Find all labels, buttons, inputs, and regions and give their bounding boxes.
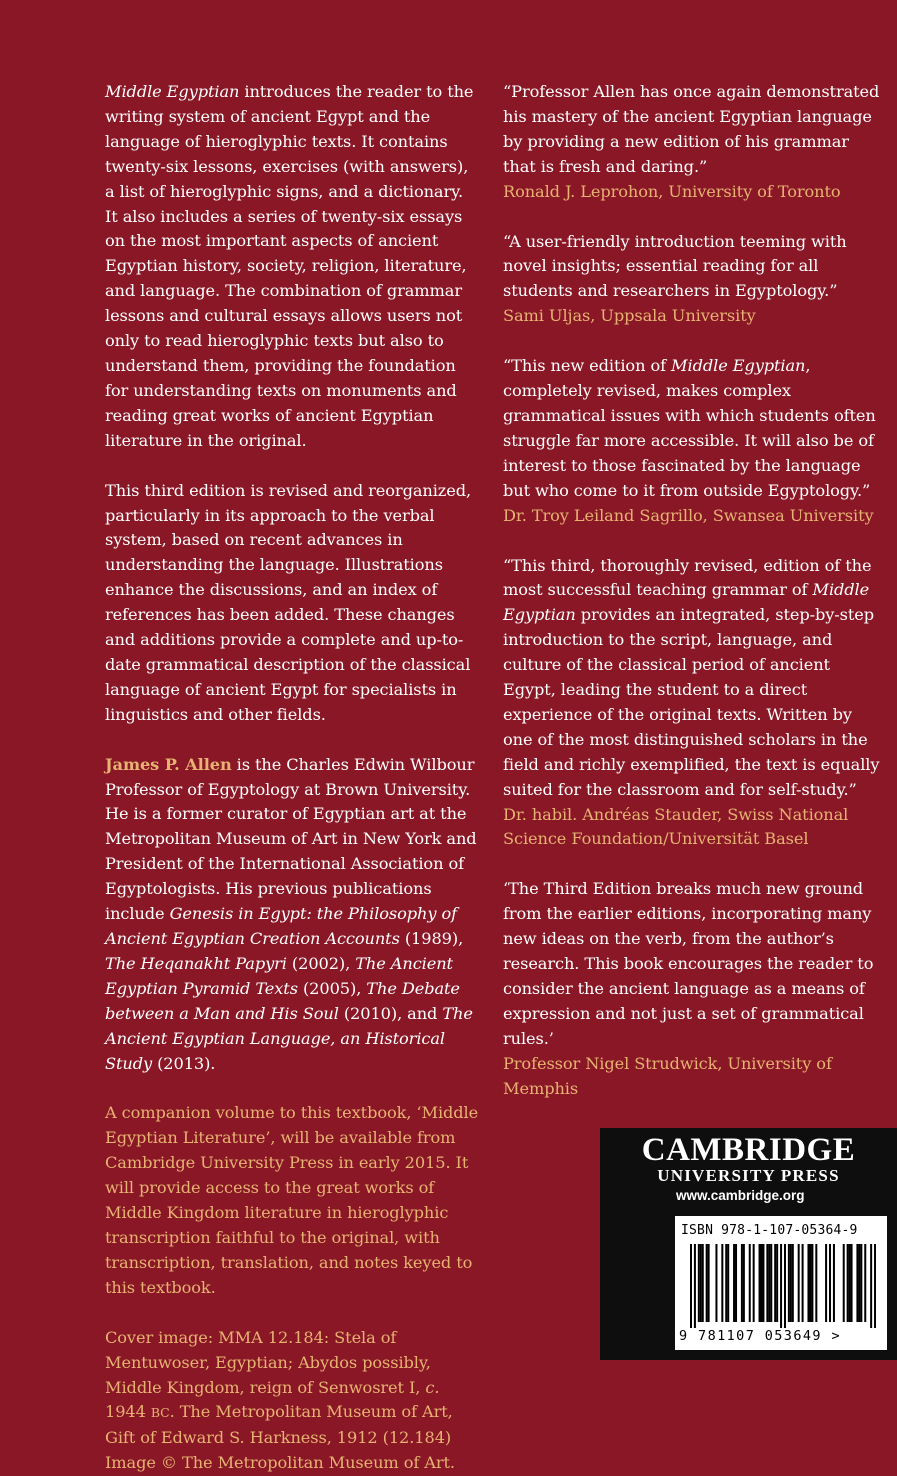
barcode-bar: [864, 1244, 866, 1322]
barcode-bar: [702, 1244, 704, 1322]
review-attribution-3: Dr. Troy Leiland Sagrillo, Swansea University: [503, 505, 874, 525]
barcode-bar: [715, 1244, 717, 1322]
cover-image-credit: Cover image: MMA 12.184: Stela of Mentuwoser, Egyptian; Abydos possibly, Middle Kingdom, reign of Senwosret I, c. 1944 BC. The Metropolitan Museum of Art, Gift of Edward S. Harkness, 1912 (12.184) Image © The Metropolitan Museum of Art.: [105, 1327, 455, 1473]
barcode-bar: [706, 1244, 708, 1322]
barcode-bar: [770, 1244, 772, 1322]
isbn-text: ISBN 978-1-107-05364-9: [681, 1223, 858, 1238]
barcode-bar: [774, 1244, 776, 1322]
review-quote-1: “Professor Allen has once again demonstrated his mastery of the ancient Egyptian language by providing a new edition of his grammar that is fresh and daring.”: [503, 82, 880, 176]
barcode-bar: [733, 1244, 735, 1322]
author-bio: James P. Allen is the Charles Edwin Wilbour Professor of Egyptology at Brown University. He is a former curator of Egyptian art at the Metropolitan Museum of Art in New York and President of the International Association of Egyptologists. His previous publications include Genesis in Egypt: the Philosophy of Ancient Egyptian Creation Accounts (1989), The Heqanakht Papyri (2002), The Ancient Egyptian Pyramid Texts (2005), The Debate between a Man and His Soul (2010), and The Ancient Egyptian Language, an Historical Study (2013).: [105, 754, 477, 1073]
barcode-graphic: [690, 1244, 876, 1328]
review-quote-3: “This new edition of Middle Egyptian, completely revised, makes complex grammatical issues with which students often struggle far more accessible. It will also be of interest to those fascinated by the language but who come to it from outside Egyptology.”: [503, 356, 876, 500]
barcode-bar: [833, 1244, 835, 1322]
review-attribution-4: Dr. habil. Andréas Stauder, Swiss National Science Foundation/Universität Basel: [503, 804, 849, 849]
barcode-bar: [762, 1244, 764, 1322]
barcode-bar: [753, 1244, 755, 1322]
publisher-logo-subtitle: UNIVERSITY PRESS: [657, 1166, 840, 1185]
barcode-bar: [825, 1244, 827, 1322]
description-paragraph: Middle Egyptian introduces the reader to the writing system of ancient Egypt and the language of hieroglyphic texts. It contains twenty-six lessons, exercises (with answers), a list of hieroglyphic signs, and a dictionary. It also includes a series of twenty-six essays on the most important aspects of ancient Egyptian history, society, religion, literature, and language. The combination of grammar lessons and cultural essays allows users not only to read hieroglyphic texts but also to understand them, providing the foundation for understanding texts on monuments and reading great works of ancient Egyptian literature in the original.: [105, 82, 474, 450]
barcode-bar: [802, 1244, 804, 1322]
barcode-bar: [698, 1244, 700, 1322]
barcode-bar: [727, 1244, 729, 1322]
publisher-logo-name: CAMBRIDGE: [641, 1132, 856, 1168]
barcode-bar: [809, 1244, 811, 1322]
barcode-bar: [776, 1244, 778, 1322]
barcode-bar: [870, 1244, 872, 1328]
barcode-bar: [721, 1244, 723, 1322]
barcode-bar: [807, 1244, 809, 1322]
barcode-bar: [815, 1244, 817, 1322]
barcode-bar: [735, 1244, 737, 1322]
review-quote-2: “A user-friendly introduction teeming with novel insights; essential reading for all students and researchers in Egyptology.”: [503, 231, 847, 301]
barcode-bar: [725, 1244, 727, 1322]
author-name: James P. Allen: [105, 754, 232, 774]
barcode-bar: [784, 1244, 786, 1328]
barcode-bar: [708, 1244, 710, 1322]
barcode-bar: [843, 1244, 845, 1322]
review-quote-5: ‘The Third Edition breaks much new ground from the earlier editions, incorporating many new ideas on the verb, from the author’s research. This book encourages the reader to consider the ancient language as a means of expression and not just a set of grammatical rules.’: [503, 879, 874, 1048]
barcode-bar: [690, 1244, 692, 1328]
barcode-bar: [849, 1244, 851, 1322]
barcode-bar: [780, 1244, 782, 1328]
barcode-bar: [851, 1244, 853, 1322]
barcode-bar: [788, 1244, 790, 1322]
barcode-bar: [766, 1244, 768, 1322]
right-column: [503, 80, 883, 1102]
barcode-bar: [743, 1244, 745, 1322]
barcode-bars: [690, 1244, 876, 1328]
review-attribution-1: Ronald J. Leprohon, University of Toronto: [503, 181, 841, 201]
barcode-bar: [760, 1244, 762, 1322]
book-title: Middle Egyptian: [105, 82, 240, 101]
barcode-bar: [811, 1244, 813, 1322]
barcode-bar: [858, 1244, 860, 1322]
review-attribution-5: Professor Nigel Strudwick, University of Memphis: [503, 1053, 832, 1098]
barcode-bar: [694, 1244, 696, 1328]
barcode-bar: [790, 1244, 792, 1322]
barcode-bar: [856, 1244, 858, 1322]
barcode-bar: [860, 1244, 862, 1322]
review-attribution-2: Sami Uljas, Uppsala University: [503, 306, 756, 326]
barcode-bar: [798, 1244, 800, 1322]
left-column: [105, 80, 480, 1476]
publisher-url: www.cambridge.org: [676, 1188, 805, 1203]
edition-paragraph: This third edition is revised and reorganized, particularly in its approach to the verbal system, based on recent advances in understanding the language. Illustrations enhance the discussions, and an index of references has been added. These changes and additions provide a complete and up-to-date grammatical description of the classical language of ancient Egypt for specialists in linguistics and other fields.: [105, 480, 472, 724]
companion-volume-note: A companion volume to this textbook, ‘Middle Egyptian Literature’, will be available from Cambridge University Press in early 2015. It will provide access to the great works of Middle Kingdom literature in hieroglyphic transcription faithful to the original, with transcription, translation, and notes keyed to this textbook.: [105, 1103, 479, 1297]
barcode-digits: 9 781107 053649 >: [679, 1328, 841, 1344]
barcode-bar: [700, 1244, 702, 1322]
barcode-bar: [792, 1244, 794, 1322]
barcode-bar: [847, 1244, 849, 1322]
barcode-bar: [829, 1244, 831, 1322]
barcode-bar: [768, 1244, 770, 1322]
barcode-bar: [741, 1244, 743, 1322]
barcode-bar: [874, 1244, 876, 1328]
review-quote-4: “This third, thoroughly revised, edition of the most successful teaching grammar of Middle Egyptian provides an integrated, step-by-step introduction to the script, language, and culture of the classical period of ancient Egypt, leading the student to a direct experience of the original texts. Written by one of the most distinguished scholars in the field and richly exemplified, the text is equally suited for the classroom and for self-study.”: [503, 555, 880, 799]
barcode-bar: [759, 1244, 761, 1322]
barcode-bar: [749, 1244, 751, 1322]
